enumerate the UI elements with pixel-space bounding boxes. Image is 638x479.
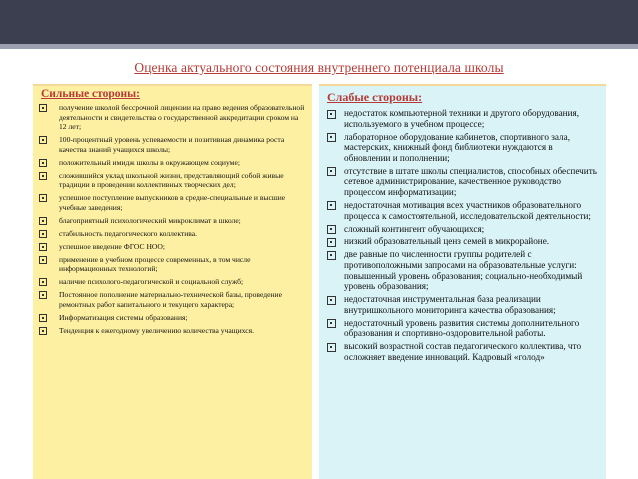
- weakness-item-text: недостаток компьютерной техники и другого оборудования, используемого в учебном процессе;: [344, 108, 580, 129]
- checkbox-square-bullet-icon: [39, 159, 47, 167]
- weakness-item-text: низкий образовательный ценз семей в микрорайоне.: [344, 236, 550, 247]
- slide-title: Оценка актуального состояния внутреннего потенциала школы: [134, 60, 504, 75]
- checkbox-square-bullet-icon: [327, 251, 336, 260]
- weakness-item-text: недостаточный уровень развития системы дополнительного образования и спортивно-оздоровительной работы.: [344, 317, 580, 339]
- strength-item-text: получение школой бессрочной лицензии на право ведения образовательной деятельности и свидетельства о государственной аккредитации сроком на 12 лет;: [59, 103, 305, 132]
- weakness-item: [327, 166, 600, 198]
- strength-item-text: наличие психолого-педагогической и социальной служб;: [59, 277, 244, 287]
- strength-item: [39, 326, 306, 336]
- strength-item-text: успешное введение ФГОС НОО;: [59, 241, 166, 251]
- strength-item: [39, 103, 306, 132]
- slide-header-bar: [0, 0, 638, 48]
- strength-item: [39, 277, 306, 287]
- weaknesses-list: [327, 108, 600, 363]
- strength-item: [39, 158, 306, 168]
- strength-item-text: положительный имидж школы в окружающем социуме;: [59, 157, 240, 167]
- strength-item-text: благоприятный психологический микроклимат в школе;: [59, 215, 241, 225]
- strength-item: [39, 313, 306, 323]
- weakness-item-text: сложный контингент обучающихся;: [344, 223, 485, 234]
- checkbox-square-bullet-icon: [39, 256, 47, 264]
- checkbox-square-bullet-icon: [327, 201, 336, 210]
- checkbox-square-bullet-icon: [39, 136, 47, 144]
- checkbox-square-bullet-icon: [327, 296, 336, 305]
- strength-item-text: Информатизация системы образования;: [59, 312, 188, 322]
- checkbox-square-bullet-icon: [39, 278, 47, 286]
- weakness-item: [327, 200, 600, 221]
- checkbox-square-bullet-icon: [39, 104, 47, 112]
- checkbox-square-bullet-icon: [327, 167, 336, 176]
- weakness-item: [327, 132, 600, 164]
- weakness-item-text: недостаточная инструментальная база реализации внутришкольного мониторинга качества образования;: [344, 294, 556, 315]
- strength-item-text: стабильность педагогического коллектива.: [59, 228, 198, 238]
- weakness-item-text: недостаточная мотивация всех участников образовательного процесса к самостоятельной, исследовательской деятельности;: [344, 199, 591, 221]
- strength-item-text: сложившийся уклад школьной жизни, представляющий собой живые традиции в проведении коллективных творческих дел;: [59, 170, 284, 190]
- strength-item-text: 100-процентный уровень успеваемости и позитивная динамика роста качества знаний учащихся школы;: [59, 135, 285, 154]
- strength-item-text: успешное поступление выпускников в средне-специальные и высшие учебные заведения;: [59, 193, 286, 213]
- strengths-heading: Сильные стороны:: [41, 88, 140, 100]
- weakness-item-text: отсутствие в штате школы специалистов, способных обеспечить сетевое администрирование, качественное руководство процессом информатизации;: [344, 165, 597, 197]
- checkbox-square-bullet-icon: [39, 217, 47, 225]
- checkbox-square-bullet-icon: [39, 327, 47, 335]
- strength-item: [39, 135, 306, 154]
- strength-item: [39, 193, 306, 212]
- weakness-item: [327, 224, 600, 235]
- weakness-item: [327, 236, 600, 247]
- strength-item: [39, 242, 306, 252]
- weakness-item-text: высокий возрастной состав педагогического коллектива, что осложняет введение инноваций. Кадровый «голод»: [344, 341, 582, 362]
- checkbox-square-bullet-icon: [327, 225, 336, 234]
- strength-item-text: применение в учебном процессе современных, в том числе информационных технологий;: [59, 254, 251, 274]
- weakness-item: [327, 294, 600, 315]
- checkbox-square-bullet-icon: [39, 172, 47, 180]
- weakness-item-text: лабораторное оборудование кабинетов, спортивного зала, мастерских, книжный фонд библиотеки нуждаются в обновлении и пополнении;: [344, 131, 570, 163]
- strength-item: [39, 255, 306, 274]
- checkbox-square-bullet-icon: [327, 110, 336, 119]
- strength-item: [39, 290, 306, 309]
- weaknesses-heading: Слабые стороны:: [327, 90, 423, 104]
- checkbox-square-bullet-icon: [39, 291, 47, 299]
- checkbox-square-bullet-icon: [39, 194, 47, 202]
- strength-item: [39, 216, 306, 226]
- weakness-item-text: две равные по численности группы родителей с противоположными запросами на образовательные услуги: повышенный уровень образования; социально-необходимый уровень образования;: [344, 249, 583, 292]
- strengths-panel: [33, 84, 312, 479]
- weakness-item: [327, 108, 600, 129]
- weakness-item: [327, 318, 600, 339]
- checkbox-square-bullet-icon: [327, 238, 336, 247]
- slide-header-stripe: [0, 44, 638, 49]
- checkbox-square-bullet-icon: [39, 230, 47, 238]
- checkbox-square-bullet-icon: [327, 343, 336, 352]
- strength-item-text: Тенденция к ежегодному увеличению количества учащихся.: [59, 325, 255, 335]
- strength-item-text: Постоянное пополнение материально-технической базы, проведение ремонтных работ капитального и текущего характера;: [59, 290, 282, 309]
- checkbox-square-bullet-icon: [39, 243, 47, 251]
- strengths-list: [39, 103, 306, 335]
- weaknesses-panel: [319, 84, 606, 479]
- weakness-item: [327, 341, 600, 362]
- strength-item: [39, 171, 306, 190]
- strength-item: [39, 229, 306, 239]
- checkbox-square-bullet-icon: [39, 314, 47, 322]
- checkbox-square-bullet-icon: [327, 319, 336, 328]
- weakness-item: [327, 249, 600, 291]
- checkbox-square-bullet-icon: [327, 133, 336, 142]
